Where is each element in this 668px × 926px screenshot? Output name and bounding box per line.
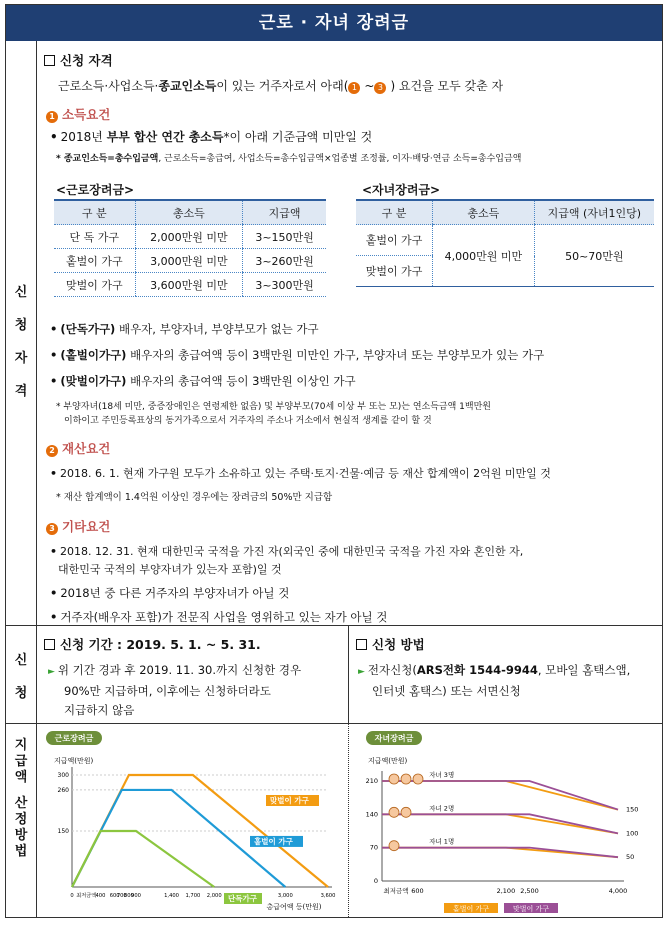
dependent-note-line1: * 부양자녀(18세 미만, 중증장애인은 연령제한 없음) 및 부양부모(70세 이상 부 또는 모)는 연소득금액 1백만원: [56, 402, 491, 412]
side-label-eligibility: 신 청 자 격: [14, 285, 28, 399]
chart-title: 자녀장려금: [374, 734, 414, 743]
legend-label: 홑벌이 가구: [452, 905, 490, 913]
series-line: [382, 848, 618, 858]
table-row: 홑벌이 가구 4,000만원 미만 50~70만원: [356, 225, 654, 256]
side-divider: [36, 41, 37, 917]
income-note: * 종교인소득=총수입금액, 근로소득=총급여, 사업소득=총수입금액×업종별 조정률, 이자·배당·연금 소득=총수입금액: [56, 154, 522, 164]
child-face-icon: [401, 774, 411, 784]
x-tick-label: 600: [109, 893, 120, 899]
right-tick-label: 100: [626, 829, 639, 838]
arrow-right-icon: ►: [48, 667, 55, 677]
work-incentive-table: 구 분 총소득 지급액 단 독 가구 2,000만원 미만 3~150만원 홑벌이 가구 3,000만원 미만 3~260만원 맞벌이 가구 3,600만원 미만 3~300만원: [54, 199, 326, 297]
eligibility-heading: 신청 자격: [44, 51, 113, 69]
other-bullet-1-line2: 대한민국 국적의 부양자녀가 있는자 포함)일 것: [58, 563, 282, 576]
application-divider: [348, 625, 349, 723]
x-tick-label: 900: [131, 893, 141, 899]
household-def-single: • (단독가구) 배우자, 부양자녀, 부양부모가 없는 가구: [50, 321, 319, 337]
checkbox-icon: [356, 639, 367, 650]
work-table-caption: <근로장려금>: [56, 183, 135, 197]
checkbox-icon: [44, 55, 55, 66]
y-axis-label: 지급액(만원): [54, 757, 94, 765]
table-row: 맞벌이 가구: [356, 256, 654, 287]
number-1-icon: 1: [46, 111, 58, 123]
side-label-calculation: 지 급 액 산 정 방 법: [14, 738, 28, 859]
eligibility-intro: 근로소득·사업소득·종교인소득이 있는 거주자로서 아래( 1 ~ 3 ) 요건을 모두 갖춘 자: [58, 79, 504, 93]
side-label-application: 신 청: [14, 653, 28, 701]
y-tick-label: 140: [365, 810, 378, 819]
child-count-label: 자녀 3명: [429, 771, 455, 779]
child-face-icon: [413, 774, 423, 784]
child-table-caption: <자녀장려금>: [362, 183, 441, 197]
x-tick-label: 3,000: [277, 893, 293, 899]
right-tick-label: 50: [626, 853, 635, 862]
number-2-icon: 2: [46, 445, 58, 457]
property-requirement-title: 2 재산요건: [46, 439, 110, 457]
chart-divider: [348, 723, 349, 917]
series-label: 홑벌이 가구: [254, 836, 293, 846]
child-count-label: 자녀 1명: [429, 837, 455, 846]
table-row: 단 독 가구 2,000만원 미만 3~150만원: [54, 225, 326, 249]
x-axis-label: 총급여액 등(만원): [266, 903, 322, 911]
series-line: [382, 781, 618, 813]
series-line: [382, 814, 618, 833]
child-face-icon: [389, 841, 399, 851]
series-label: 맞벌이 가구: [270, 796, 309, 805]
x-tick-label: 2,100: [496, 887, 516, 895]
x-tick-label: 최저금액: [383, 887, 409, 895]
x-tick-label: 400: [95, 893, 106, 899]
section-divider-2: [6, 723, 662, 724]
series-line: [382, 781, 618, 813]
table-row: 맞벌이 가구 3,600만원 미만 3~300만원: [54, 273, 326, 297]
household-def-single-earner: • (홑벌이가구) 배우자의 총급여액 등이 3백만원 미만인 가구, 부양자녀 또는 부양부모가 있는 가구: [50, 347, 544, 363]
series-line: [382, 848, 618, 858]
number-3-icon: 3: [374, 82, 386, 94]
number-1-icon: 1: [348, 82, 360, 94]
x-tick-label: 3,600: [320, 893, 336, 899]
x-tick-label: 4,000: [608, 887, 628, 895]
x-tick-label: 1,700: [185, 893, 201, 899]
legend-label: 맞벌이 가구: [512, 905, 550, 913]
child-incentive-chart: [354, 727, 660, 913]
chart-title: 근로장려금: [54, 734, 94, 743]
arrow-right-icon: ►: [358, 667, 365, 677]
child-face-icon: [401, 807, 411, 817]
other-requirement-title: 3 기타요건: [46, 517, 110, 535]
series-line: [72, 831, 214, 887]
x-tick-label: 최저금액: [76, 893, 97, 899]
page-title: 근로 · 자녀 장려금: [6, 5, 662, 41]
y-axis-label: 지급액(만원): [368, 757, 408, 765]
y-tick-label: 260: [57, 786, 69, 794]
other-bullet-3: • 거주자(배우자 포함)가 전문직 사업을 영위하고 있는 자가 아닐 것: [50, 609, 387, 625]
property-bullet: • 2018. 6. 1. 현재 가구원 모두가 소유하고 있는 주택·토지·건물·예금 등 재산 합계액이 2억원 미만일 것: [50, 465, 551, 481]
household-def-dual-earner: • (맞벌이가구) 배우자의 총급여액 등이 3백만원 이상인 가구: [50, 373, 356, 389]
x-tick-label: 800: [123, 893, 134, 899]
application-method-heading: 신청 방법: [356, 635, 425, 653]
income-bullet: • 2018년 부부 합산 연간 총소득*이 아래 기준금액 미만일 것: [50, 128, 372, 145]
child-incentive-table: 구 분 총소득 지급액 (자녀1인당) 홑벌이 가구 4,000만원 미만 50~70만원 맞벌이 가구: [356, 199, 654, 287]
series-line: [382, 814, 618, 833]
x-tick-label: 0: [70, 893, 74, 899]
property-note: * 재산 합계액이 1.4억원 이상인 경우에는 장려금의 50%만 지급함: [56, 492, 333, 503]
right-tick-label: 150: [626, 805, 639, 814]
y-tick-label: 150: [57, 828, 69, 835]
y-tick-label: 300: [57, 772, 69, 779]
dependent-note-line2: 이하이고 주민등록표상의 동거가족으로서 거주자의 주소나 거소에서 현실적 생계를 같이 할 것: [64, 416, 432, 426]
number-3-icon: 3: [46, 523, 58, 535]
y-tick-label: 0: [373, 877, 378, 885]
child-face-icon: [389, 774, 399, 784]
x-tick-label: 2,000: [206, 893, 222, 899]
table-row: 홑벌이 가구 3,000만원 미만 3~260만원: [54, 249, 326, 273]
income-requirement-title: 1 소득요건: [46, 105, 110, 123]
other-bullet-1-line1: • 2018. 12. 31. 현재 대한민국 국적을 가진 자(외국인 중에 대한민국 국적을 가진 자와 혼인한 자,: [50, 543, 523, 559]
work-incentive-chart: [42, 727, 342, 913]
y-tick-label: 70: [369, 843, 378, 852]
section-divider-1: [6, 625, 662, 626]
application-period-heading: 신청 기간 : 2019. 5. 1. ~ 5. 31.: [44, 635, 261, 653]
y-tick-label: 210: [365, 777, 378, 785]
document-page: [5, 4, 663, 918]
x-tick-label: 2,500: [520, 887, 539, 895]
application-method-text: ► 전자신청(ARS전화 1544-9944, 모바일 홈택스앱, 인터넷 홈택스) 또는 서면신청: [358, 663, 631, 698]
series-label: 단독가구: [228, 894, 257, 903]
other-bullet-2: • 2018년 중 다른 거주자의 부양자녀가 아닐 것: [50, 585, 289, 601]
child-face-icon: [389, 807, 399, 817]
x-tick-label: 1,400: [164, 893, 179, 899]
checkbox-icon: [44, 639, 55, 650]
application-period-text: ► 위 기간 경과 후 2019. 11. 30.까지 신청한 경우 90%만 지급하며, 이후에는 신청하더라도 지급하지 않음: [48, 663, 302, 717]
x-tick-label: 700: [116, 893, 127, 899]
x-tick-label: 600: [411, 887, 424, 895]
child-count-label: 자녀 2명: [429, 804, 455, 813]
